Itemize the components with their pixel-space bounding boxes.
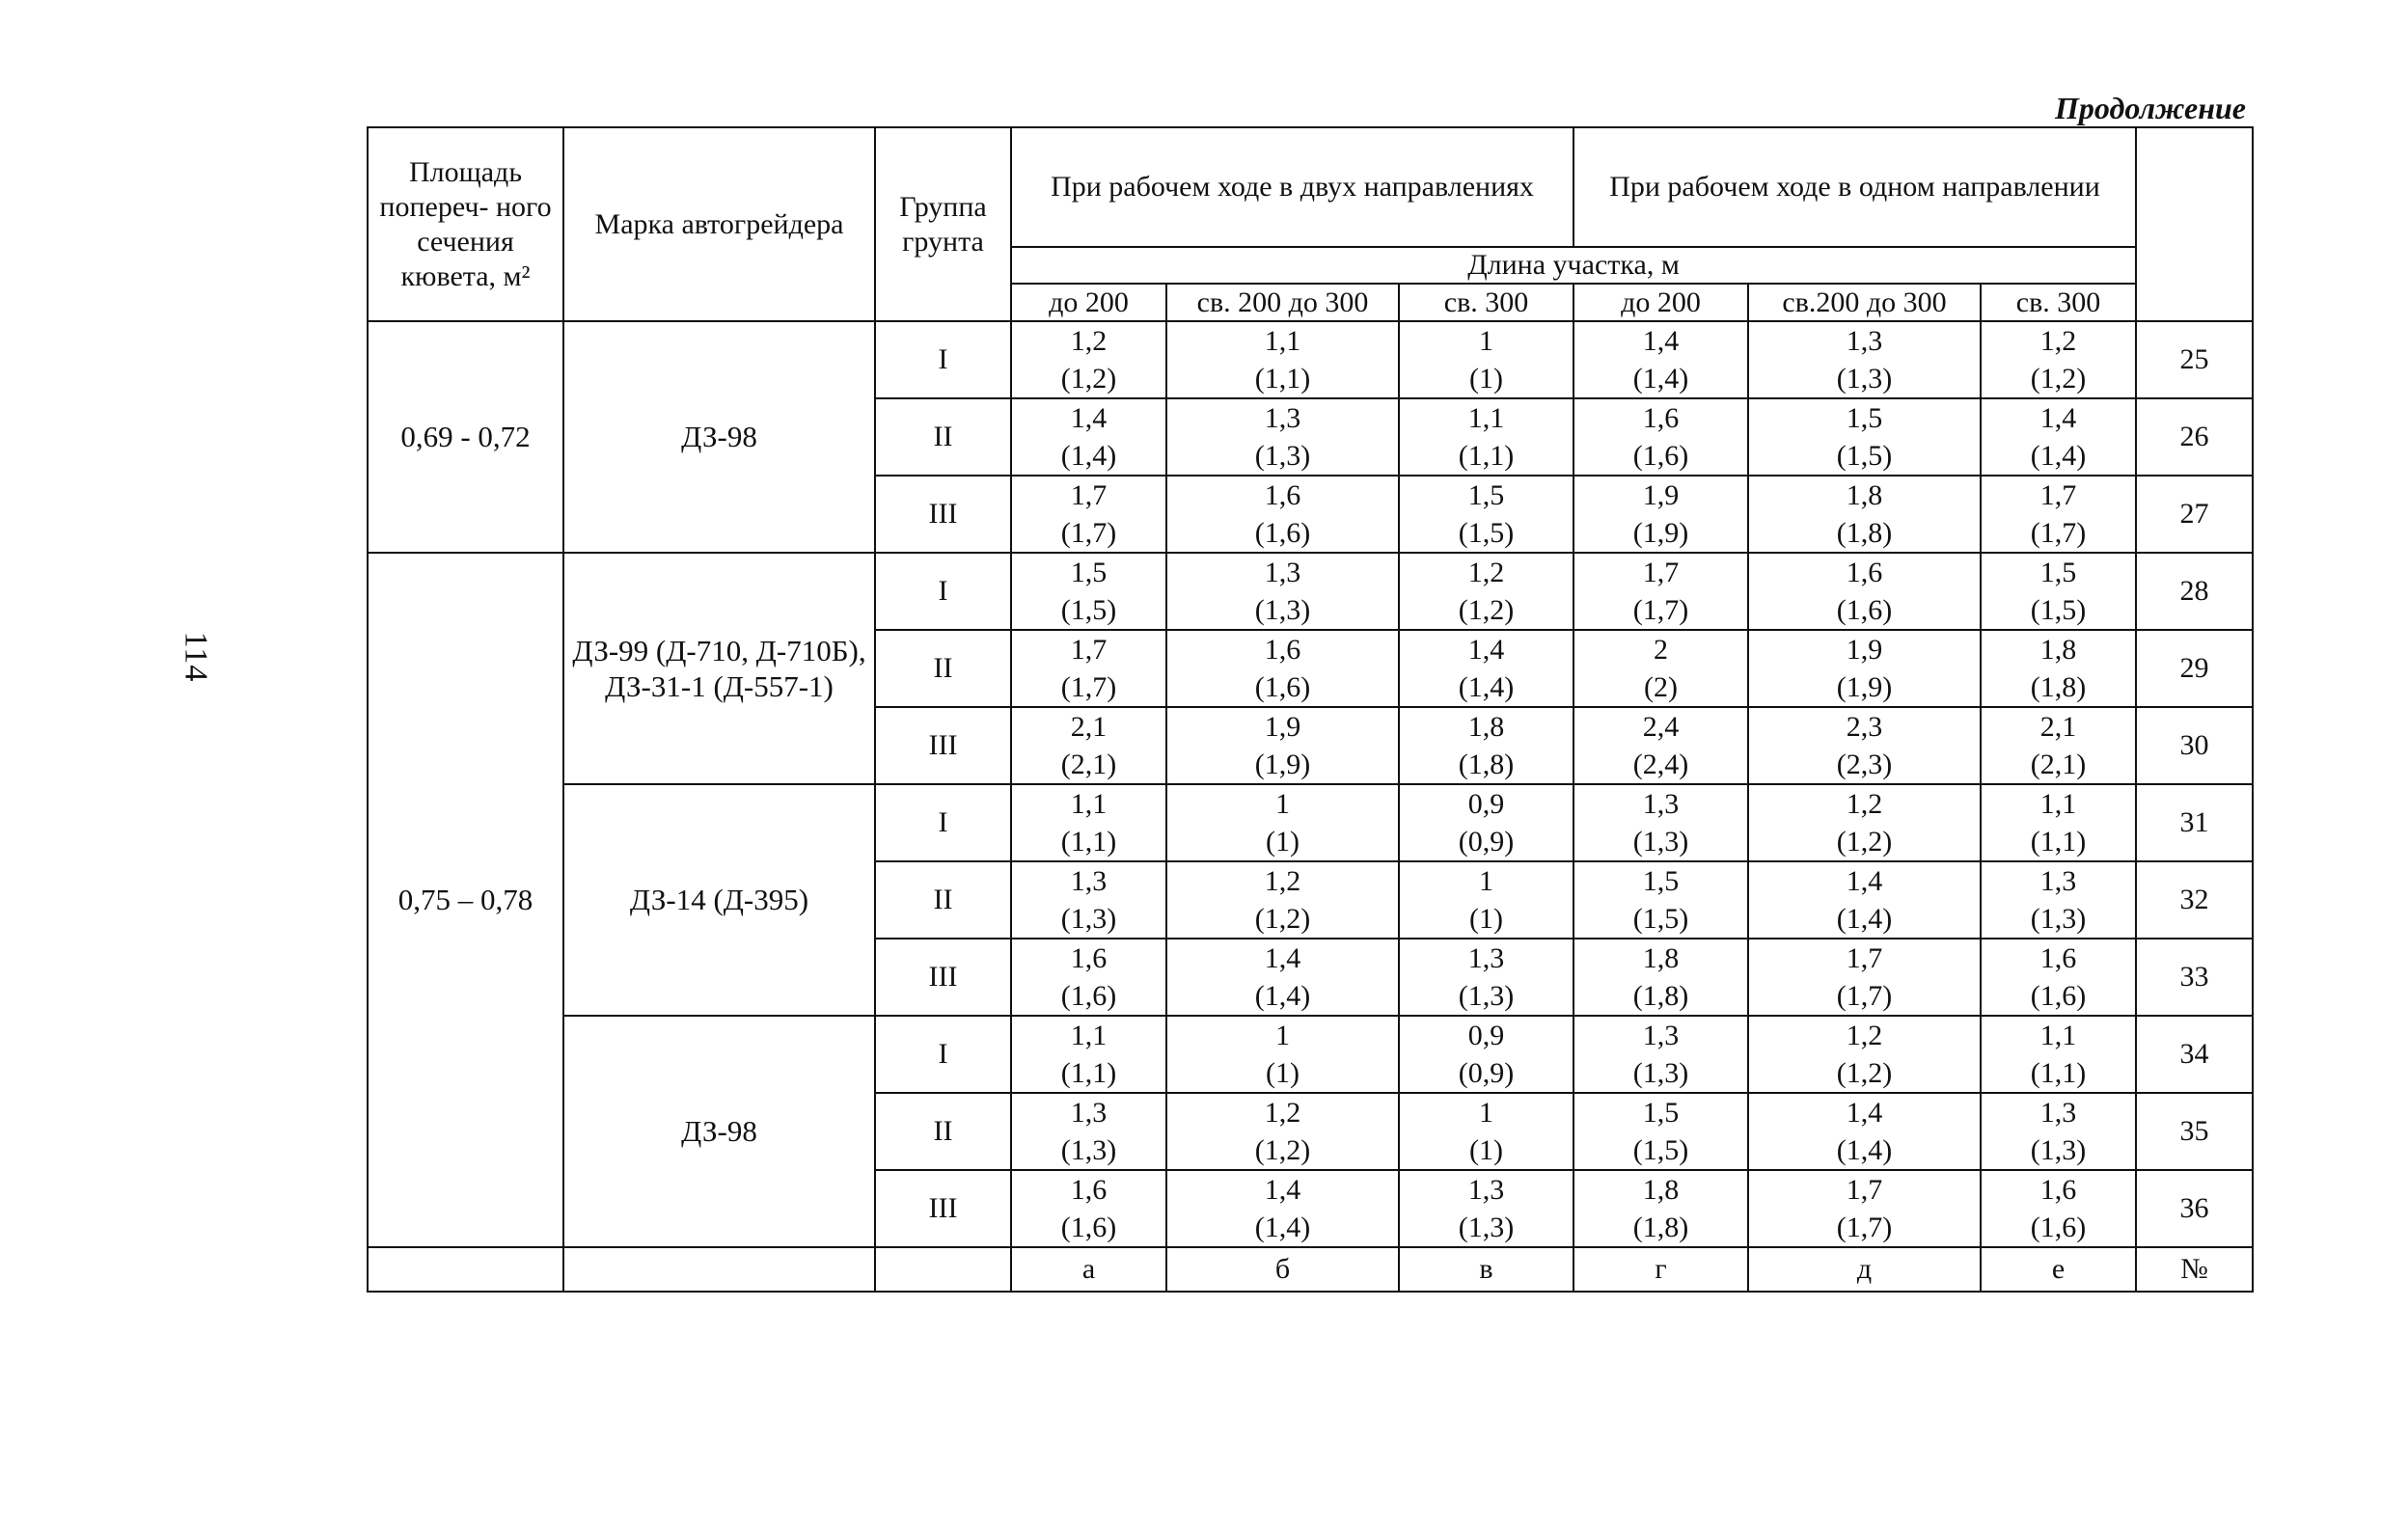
norm-value: 1,6	[1264, 634, 1301, 666]
letters-blank-area	[368, 1247, 563, 1292]
norm-value: 1,3	[2039, 1097, 2077, 1129]
norm-value: 1,8	[1642, 942, 1680, 974]
norm-value: 1,7	[1846, 942, 1883, 974]
norm-value-cell	[1011, 321, 1166, 398]
header-length-col: до 200	[1011, 284, 1166, 321]
area-cell: 0,75 – 0,78	[368, 553, 563, 1247]
header-one-direction: При рабочем ходе в одном направлении	[1573, 127, 2136, 247]
norm-value-alt: (1,8)	[1632, 1212, 1689, 1243]
norm-value-cell	[1399, 1170, 1573, 1247]
header-length-col: св. 200 до 300	[1166, 284, 1399, 321]
norm-value-cell	[1011, 553, 1166, 630]
soil-group-cell: I	[875, 784, 1011, 861]
letters-blank-brand	[563, 1247, 875, 1292]
norm-value-cell	[1981, 707, 2136, 784]
norm-value: 1,4	[1264, 1174, 1301, 1206]
norm-value: 1,6	[1070, 942, 1108, 974]
norm-value-cell	[1573, 630, 1748, 707]
norm-value: 2	[1654, 634, 1668, 666]
norm-value: 1,2	[1070, 325, 1108, 357]
norm-value: 1,2	[1264, 1097, 1301, 1129]
norm-value-cell	[1011, 1170, 1166, 1247]
norm-value-alt: (1)	[1469, 903, 1503, 935]
norm-value-cell	[1399, 398, 1573, 476]
norm-value: 1,6	[2039, 1174, 2077, 1206]
norm-value-cell	[1011, 630, 1166, 707]
norm-value: 1,4	[1846, 865, 1883, 897]
norm-value-alt: (1,4)	[1254, 1212, 1311, 1243]
soil-group-cell: I	[875, 553, 1011, 630]
row-number-cell: 30	[2136, 707, 2253, 784]
norm-value-cell	[1399, 707, 1573, 784]
norm-value-cell	[1573, 476, 1748, 553]
norm-value: 1,6	[1642, 402, 1680, 434]
norm-value-cell	[1399, 553, 1573, 630]
norm-value-cell	[1573, 1093, 1748, 1170]
norm-value-alt: (1,2)	[1254, 903, 1311, 935]
norm-value: 1,5	[1642, 865, 1680, 897]
row-number-cell: 29	[2136, 630, 2253, 707]
norm-value-cell	[1399, 1093, 1573, 1170]
norm-value-cell	[1166, 398, 1399, 476]
norm-value-cell	[1748, 861, 1981, 939]
norm-value-alt: (1,8)	[1836, 517, 1893, 549]
norm-value: 1,4	[2039, 402, 2077, 434]
soil-group-cell: III	[875, 939, 1011, 1016]
norm-value-alt: (1,1)	[1458, 440, 1515, 472]
norm-value: 1,4	[1467, 634, 1505, 666]
norm-value-alt: (1,5)	[2030, 594, 2087, 626]
table-row	[368, 1016, 2253, 1093]
area-cell: 0,69 - 0,72	[368, 321, 563, 553]
norm-value: 1,5	[1070, 557, 1108, 588]
norm-value: 1,8	[1467, 711, 1505, 743]
norm-value: 1,1	[1070, 1020, 1108, 1051]
norms-table	[367, 126, 2254, 1293]
norm-value: 1,7	[1846, 1174, 1883, 1206]
norm-value: 1,9	[1642, 479, 1680, 511]
brand-cell: ДЗ-99 (Д-710, Д-710Б), ДЗ-31-1 (Д-557-1)	[563, 553, 875, 784]
row-number-cell: 36	[2136, 1170, 2253, 1247]
header-brand: Марка автогрейдера	[563, 127, 875, 321]
norm-value: 1,5	[1846, 402, 1883, 434]
norm-value: 1,1	[1264, 325, 1301, 357]
norm-value-alt: (1,7)	[2030, 517, 2087, 549]
soil-group-cell: II	[875, 398, 1011, 476]
norm-value-alt: (1,2)	[1836, 1057, 1893, 1089]
norm-value-alt: (1,2)	[1836, 826, 1893, 858]
norm-value: 1,2	[1467, 557, 1505, 588]
norm-value-alt: (1,8)	[1632, 980, 1689, 1012]
norm-value-alt: (2,1)	[2030, 749, 2087, 780]
norm-value-alt: (1,8)	[1458, 749, 1515, 780]
norm-value: 1,5	[2039, 557, 2077, 588]
norm-value-cell	[1011, 1093, 1166, 1170]
norm-value-cell	[1399, 784, 1573, 861]
norm-value-alt: (1,6)	[2030, 1212, 2087, 1243]
row-number-cell: 31	[2136, 784, 2253, 861]
norm-value-cell	[1399, 939, 1573, 1016]
soil-group-cell: I	[875, 321, 1011, 398]
norm-value-cell	[1981, 321, 2136, 398]
row-number-cell: 27	[2136, 476, 2253, 553]
norm-value: 1,1	[1467, 402, 1505, 434]
norm-value-alt: (1,4)	[1836, 1134, 1893, 1166]
continuation-label: Продолжение	[2055, 91, 2246, 125]
norm-value: 1,3	[1846, 325, 1883, 357]
norm-value: 1,2	[2039, 325, 2077, 357]
norm-value: 1,6	[2039, 942, 2077, 974]
row-number-cell: 32	[2136, 861, 2253, 939]
norm-value: 1,3	[1467, 942, 1505, 974]
norm-value-cell	[1748, 1093, 1981, 1170]
norm-value-alt: (1,6)	[1632, 440, 1689, 472]
norm-value: 1	[1479, 865, 1493, 897]
norm-value-cell	[1166, 707, 1399, 784]
norm-value-cell	[1981, 476, 2136, 553]
number-sign: №	[2136, 1247, 2253, 1292]
norm-value-cell	[1166, 630, 1399, 707]
norm-value: 1,3	[1467, 1174, 1505, 1206]
header-area: Площадь попереч- ного сечения кювета, м²	[368, 127, 563, 321]
norm-value: 1,2	[1264, 865, 1301, 897]
norm-value-cell	[1748, 476, 1981, 553]
norm-value: 1,1	[2039, 788, 2077, 820]
norm-value-cell	[1166, 476, 1399, 553]
norm-value: 1	[1479, 1097, 1493, 1129]
norm-value-alt: (1,5)	[1632, 903, 1689, 935]
norm-value-alt: (2,4)	[1632, 749, 1689, 780]
norm-value-cell	[1748, 1170, 1981, 1247]
column-letter: в	[1399, 1247, 1573, 1292]
norm-value-alt: (1,2)	[1060, 363, 1117, 395]
norm-value-cell	[1981, 939, 2136, 1016]
norm-value-alt: (1,7)	[1632, 594, 1689, 626]
column-letter: б	[1166, 1247, 1399, 1292]
norm-value: 1,9	[1264, 711, 1301, 743]
norm-value: 0,9	[1467, 788, 1505, 820]
norm-value-cell	[1573, 1016, 1748, 1093]
norm-value: 2,4	[1642, 711, 1680, 743]
norm-value-alt: (1,3)	[1458, 980, 1515, 1012]
norm-value-alt: (1,6)	[1060, 980, 1117, 1012]
norm-value-alt: (2,3)	[1836, 749, 1893, 780]
norm-value-cell	[1011, 861, 1166, 939]
norm-value-cell	[1166, 784, 1399, 861]
norm-value: 1,3	[1070, 1097, 1108, 1129]
norm-value-cell	[1573, 861, 1748, 939]
norm-value-alt: (1,3)	[1060, 1134, 1117, 1166]
soil-group-cell: III	[875, 476, 1011, 553]
norm-value-alt: (2)	[1644, 671, 1678, 703]
norm-value-cell	[1981, 1170, 2136, 1247]
norm-value-alt: (0,9)	[1458, 826, 1515, 858]
norm-value: 1,8	[1642, 1174, 1680, 1206]
header-length-col: св. 300	[1981, 284, 2136, 321]
norm-value-alt: (1,6)	[1060, 1212, 1117, 1243]
header-length-col: св. 300	[1399, 284, 1573, 321]
norm-value-cell	[1166, 1093, 1399, 1170]
norm-value-alt: (1,3)	[1632, 1057, 1689, 1089]
norm-value: 1,3	[1264, 557, 1301, 588]
norm-value-alt: (1,3)	[1254, 594, 1311, 626]
norm-value: 1,5	[1467, 479, 1505, 511]
norm-value-alt: (1,3)	[2030, 1134, 2087, 1166]
norm-value-cell	[1573, 707, 1748, 784]
brand-cell: ДЗ-14 (Д-395)	[563, 784, 875, 1016]
column-letters-row	[368, 1247, 2253, 1292]
norm-value: 1,3	[1642, 1020, 1680, 1051]
column-letter: д	[1748, 1247, 1981, 1292]
norm-value-alt: (1,2)	[1458, 594, 1515, 626]
table-row	[368, 784, 2253, 861]
norm-value-cell	[1166, 1170, 1399, 1247]
norm-value-cell	[1399, 1016, 1573, 1093]
norm-value-cell	[1748, 1016, 1981, 1093]
norm-value: 1	[1479, 325, 1493, 357]
norm-value: 1	[1275, 1020, 1290, 1051]
row-number-cell: 26	[2136, 398, 2253, 476]
norm-value-cell	[1011, 398, 1166, 476]
norm-value: 2,1	[2039, 711, 2077, 743]
norm-value-cell	[1748, 321, 1981, 398]
row-number-cell: 34	[2136, 1016, 2253, 1093]
norm-value: 1,4	[1264, 942, 1301, 974]
norm-value-cell	[1981, 1016, 2136, 1093]
letters-blank-group	[875, 1247, 1011, 1292]
norm-value: 1,3	[1264, 402, 1301, 434]
norm-value: 1,1	[1070, 788, 1108, 820]
norm-value-alt: (1,4)	[2030, 440, 2087, 472]
norm-value-alt: (1,6)	[1836, 594, 1893, 626]
norm-value-cell	[1399, 630, 1573, 707]
brand-cell: ДЗ-98	[563, 1016, 875, 1247]
norm-value-alt: (1,9)	[1254, 749, 1311, 780]
header-length-col: до 200	[1573, 284, 1748, 321]
norm-value-alt: (1,1)	[1254, 363, 1311, 395]
norm-value: 1,3	[1070, 865, 1108, 897]
norm-value: 1,2	[1846, 788, 1883, 820]
norm-value-alt: (1,7)	[1060, 517, 1117, 549]
norm-value: 2,3	[1846, 711, 1883, 743]
page-number: 114	[178, 631, 214, 683]
norm-value-cell	[1166, 553, 1399, 630]
norm-value-alt: (0,9)	[1458, 1057, 1515, 1089]
norm-value-cell	[1748, 630, 1981, 707]
norm-value: 1,8	[2039, 634, 2077, 666]
norm-value-cell	[1748, 707, 1981, 784]
norm-value: 0,9	[1467, 1020, 1505, 1051]
norm-value-cell	[1573, 398, 1748, 476]
norm-value: 1	[1275, 788, 1290, 820]
norm-value: 1,9	[1846, 634, 1883, 666]
norm-value-cell	[1011, 707, 1166, 784]
norm-value-alt: (1,4)	[1254, 980, 1311, 1012]
norm-value-alt: (1,1)	[1060, 1057, 1117, 1089]
norm-value-cell	[1011, 1016, 1166, 1093]
norm-value-alt: (1,3)	[2030, 903, 2087, 935]
norm-value-cell	[1748, 784, 1981, 861]
brand-cell: ДЗ-98	[563, 321, 875, 553]
norm-value-alt: (1,6)	[1254, 517, 1311, 549]
row-number-cell: 25	[2136, 321, 2253, 398]
norm-value-alt: (1,1)	[1060, 826, 1117, 858]
norm-value: 1,4	[1642, 325, 1680, 357]
norm-value-cell	[1573, 321, 1748, 398]
norm-value-cell	[1573, 553, 1748, 630]
norm-value: 1,8	[1846, 479, 1883, 511]
norm-value-cell	[1981, 398, 2136, 476]
norm-value: 1,3	[2039, 865, 2077, 897]
norm-value-alt: (1,2)	[2030, 363, 2087, 395]
table-body	[368, 321, 2253, 1292]
norm-value: 1,6	[1846, 557, 1883, 588]
norm-value-alt: (1,4)	[1836, 903, 1893, 935]
norm-value-cell	[1748, 553, 1981, 630]
norm-value: 1,7	[1642, 557, 1680, 588]
norm-value-alt: (1,3)	[1458, 1212, 1515, 1243]
norm-value-alt: (1,3)	[1632, 826, 1689, 858]
soil-group-cell: III	[875, 1170, 1011, 1247]
norm-value-cell	[1011, 784, 1166, 861]
norm-value-alt: (1,1)	[2030, 1057, 2087, 1089]
norm-value-cell	[1166, 1016, 1399, 1093]
norm-value-cell	[1166, 861, 1399, 939]
norm-value: 1,2	[1846, 1020, 1883, 1051]
norm-value-alt: (1,5)	[1060, 594, 1117, 626]
norm-value: 1,7	[1070, 479, 1108, 511]
norm-value-cell	[1981, 861, 2136, 939]
norm-value-alt: (1,5)	[1632, 1134, 1689, 1166]
norm-value: 1,4	[1070, 402, 1108, 434]
norm-value-alt: (1)	[1266, 1057, 1300, 1089]
table-row	[368, 553, 2253, 630]
norm-value-cell	[1573, 1170, 1748, 1247]
norm-value-alt: (1,6)	[2030, 980, 2087, 1012]
row-number-cell: 35	[2136, 1093, 2253, 1170]
norm-value-alt: (1,9)	[1632, 517, 1689, 549]
soil-group-cell: II	[875, 861, 1011, 939]
norm-value-alt: (1,7)	[1836, 980, 1893, 1012]
soil-group-cell: I	[875, 1016, 1011, 1093]
norm-value: 1,5	[1642, 1097, 1680, 1129]
norm-value-alt: (1,1)	[2030, 826, 2087, 858]
norm-value-alt: (2,1)	[1060, 749, 1117, 780]
column-letter: а	[1011, 1247, 1166, 1292]
norm-value-alt: (1,4)	[1632, 363, 1689, 395]
norm-value-alt: (1,5)	[1458, 517, 1515, 549]
norm-value: 1,7	[1070, 634, 1108, 666]
norm-value-cell	[1748, 398, 1981, 476]
table-header	[368, 127, 2253, 321]
row-number-cell: 28	[2136, 553, 2253, 630]
norm-value-cell	[1981, 553, 2136, 630]
norm-value-alt: (1,3)	[1060, 903, 1117, 935]
norm-value-alt: (1,6)	[1254, 671, 1311, 703]
norm-value: 1,1	[2039, 1020, 2077, 1051]
norm-value: 1,4	[1846, 1097, 1883, 1129]
norm-value-cell	[1399, 861, 1573, 939]
row-number-cell: 33	[2136, 939, 2253, 1016]
norm-value: 1,3	[1642, 788, 1680, 820]
norm-value-alt: (1)	[1469, 1134, 1503, 1166]
header-two-directions: При рабочем ходе в двух направлениях	[1011, 127, 1573, 247]
header-section-length: Длина участка, м	[1011, 247, 2136, 284]
norm-value-alt: (1,7)	[1060, 671, 1117, 703]
norm-value: 2,1	[1070, 711, 1108, 743]
column-letter: г	[1573, 1247, 1748, 1292]
norm-value-cell	[1166, 939, 1399, 1016]
norm-value-cell	[1399, 476, 1573, 553]
norm-value-cell	[1166, 321, 1399, 398]
norm-value-alt: (1,3)	[1836, 363, 1893, 395]
norm-value-cell	[1011, 939, 1166, 1016]
header-number-blank	[2136, 127, 2253, 321]
norm-value-alt: (1,7)	[1836, 1212, 1893, 1243]
header-length-col: св.200 до 300	[1748, 284, 1981, 321]
norm-value: 1,6	[1264, 479, 1301, 511]
norm-value-cell	[1981, 784, 2136, 861]
norm-value: 1,6	[1070, 1174, 1108, 1206]
norm-value-alt: (1,2)	[1254, 1134, 1311, 1166]
norm-value-alt: (1,4)	[1458, 671, 1515, 703]
header-soil-group: Группа грунта	[875, 127, 1011, 321]
norm-value: 1,7	[2039, 479, 2077, 511]
norm-value-cell	[1573, 939, 1748, 1016]
norm-value-cell	[1981, 630, 2136, 707]
norm-value-alt: (1,4)	[1060, 440, 1117, 472]
soil-group-cell: II	[875, 1093, 1011, 1170]
norm-value-cell	[1748, 939, 1981, 1016]
norm-value-cell	[1981, 1093, 2136, 1170]
norm-value-alt: (1)	[1266, 826, 1300, 858]
norm-value-cell	[1573, 784, 1748, 861]
soil-group-cell: III	[875, 707, 1011, 784]
norm-value-alt: (1,5)	[1836, 440, 1893, 472]
column-letter: е	[1981, 1247, 2136, 1292]
soil-group-cell: II	[875, 630, 1011, 707]
norm-value-alt: (1,8)	[2030, 671, 2087, 703]
table-row	[368, 321, 2253, 398]
norm-value-alt: (1)	[1469, 363, 1503, 395]
norm-value-cell	[1399, 321, 1573, 398]
norm-value-cell	[1011, 476, 1166, 553]
norm-value-alt: (1,3)	[1254, 440, 1311, 472]
norm-value-alt: (1,9)	[1836, 671, 1893, 703]
